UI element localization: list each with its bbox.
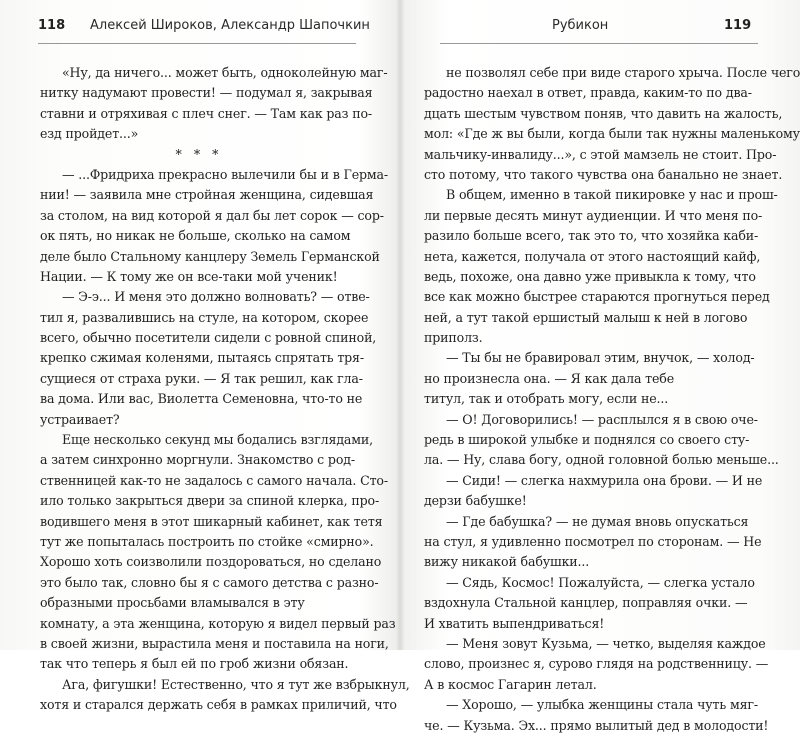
text-line: ней, а тут такой ершистый малыш к ней в логово (424, 309, 748, 325)
text-line: комнату, а эта женщина, которую я видел первый раз (40, 615, 396, 631)
text-line: не позволял себе при виде старого хрыча. После чего (446, 65, 800, 80)
text-line: слово, произнес я, сурово глядя на родственницу. — (424, 656, 769, 672)
text-line: ставни и отряхивая с плеч снег. — Там как раз по- (40, 105, 373, 121)
text-line: дерзи бабушке! (424, 493, 527, 509)
text-line: образными просьбами вламывался в эту (40, 595, 305, 611)
text-line: — Где бабушка? — не думая вновь опускаться (446, 513, 749, 529)
text-line: это было так, словно бы я с самого детства с разно- (40, 574, 379, 590)
left-page (0, 0, 410, 713)
left-page-text (40, 63, 410, 716)
text-line: устраивает? (40, 411, 120, 427)
text-line: крепко сжимая коленями, пытаясь спрятать тря- (40, 350, 364, 366)
text-line: вижу никакой бабушки... (424, 554, 590, 570)
text-line: за столом, на вид которой я дал бы лет сорок — сор- (40, 207, 384, 223)
header-rule (440, 43, 758, 44)
text-line: редь в широкой улыбке и поднялся со своего сту- (424, 432, 750, 448)
text-line: Еще несколько секунд мы бодались взглядами, (62, 432, 374, 448)
text-line: — Меня зовут Кузьма, — четко, выделяя каждое (446, 635, 766, 651)
text-line: титул, так и отобрать могу, если не... (424, 391, 669, 407)
text-line: Нации. — К тому же он все-таки мой ученик! (40, 268, 338, 284)
text-line: сто потому, что такого чувства она банально не знает. (424, 166, 783, 182)
text-line: разило больше всего, так это то, что хозяйка каби- (424, 228, 759, 244)
text-line: всего, обычно посетители сидели с ровной спиной, (40, 330, 377, 346)
text-line: все как можно быстрее стараются прогнуться перед (424, 289, 770, 305)
text-line: на стул, я удивленно посмотрел по сторонам. — Не (424, 533, 762, 549)
text-line: — Э-э... И меня это должно волновать? — отве- (62, 289, 370, 305)
text-line: Ага, фигушки! Естественно, что я тут же взбрыкнул, (62, 676, 410, 692)
right-page-text (424, 63, 800, 736)
right-page (402, 0, 800, 733)
text-line: А в космос Гагарин летал. (424, 676, 597, 692)
text-line: приполз. (424, 330, 483, 346)
running-head-title: Рубикон (552, 18, 609, 33)
text-line: тут же попыталась построить по стойке «смирно». (40, 533, 374, 549)
text-line: водившего меня в этот шикарный кабинет, как тетя (40, 513, 383, 529)
text-line: но произнесла она. — Я как дала тебе (424, 370, 675, 386)
page-number-right: 119 (724, 18, 752, 33)
text-line: а затем синхронно моргнули. Знакомство с род- (40, 452, 355, 468)
text-line: ли первые десять минут аудиенции. И что меня по- (424, 207, 763, 223)
text-line: нета, кажется, получала от этого настоящий кайф, (424, 248, 761, 264)
running-head-authors: Алексей Широков, Александр Шапочкин (90, 18, 370, 33)
section-break: * * * (175, 146, 223, 162)
text-line: И хватить выпендриваться! (424, 615, 605, 631)
text-line: — Сиди! — слегка нахмурила она брови. — И не (446, 472, 763, 488)
text-line: ла. — Ну, слава богу, одной головной болью меньше... (424, 452, 779, 468)
text-line: че. — Кузьма. Эх... прямо вылитый дед в молодости! (424, 717, 769, 733)
text-line: дцать шестым чувством поняв, что давить на жалость, (424, 105, 783, 121)
text-line: — ...Фридриха прекрасно вылечили бы и в Герма- (62, 166, 389, 182)
text-line: так что теперь я был ей по гроб жизни обязан. (40, 656, 349, 672)
text-line: деле было Стальному канцлеру Земель Германской (40, 248, 380, 264)
text-line: сущиеся от страха руки. — Я так решил, как гла- (40, 370, 363, 386)
text-line: ведь, похоже, она давно уже привыкла к тому, что (424, 268, 756, 284)
text-line: ственницей как-то не задалось с самого начала. Сто- (40, 472, 388, 488)
text-line: ва дома. Или вас, Виолетта Семеновна, что-то не (40, 391, 363, 407)
text-line: — Сядь, Космос! Пожалуйста, — слегка устало (446, 574, 755, 590)
text-line: нитку надумают провести! — подумал я, закрывая (40, 85, 373, 101)
text-line: радостно наехал в ответ, правда, каким-то по два- (424, 85, 752, 101)
text-line: «Ну, да ничего... может быть, одноколейную маг- (62, 65, 388, 80)
text-line: — О! Договорились! — расплылся я в свою оче- (446, 411, 758, 427)
page-number-left: 118 (38, 18, 66, 33)
text-line: мол: «Где ж вы были, когда были так нужны маленькому (424, 126, 800, 142)
text-line: Хорошо хоть соизволили поздороваться, но сделано (40, 554, 382, 570)
text-line: хотя и старался держать себя в рамках приличий, что (40, 697, 397, 713)
text-line: — Хорошо, — улыбка женщины стала чуть мяг- (446, 697, 758, 713)
text-line: езд пройдет...» (40, 126, 139, 142)
text-line: вздохнула Стальной канцлер, поправляя очки. — (424, 595, 748, 611)
text-line: тил я, развалившись на стуле, на котором, скорее (40, 309, 369, 325)
text-line: мальчику-инвалиду...», с этой мамзель не стоит. Про- (424, 146, 777, 162)
text-line: ок пять, но никак не больше, сколько на самом (40, 228, 351, 244)
text-line: В общем, именно в такой пикировке у нас и прош- (446, 187, 778, 203)
text-line: ило только закрыться двери за спиной клерка, про- (40, 493, 380, 509)
header-rule (38, 43, 356, 44)
text-line: — Ты бы не бравировал этим, внучок, — холод- (446, 350, 755, 366)
text-line: в своей жизни, вырастила меня и поставила на ноги, (40, 635, 389, 651)
text-line: нии! — заявила мне стройная женщина, сидевшая (40, 187, 374, 203)
